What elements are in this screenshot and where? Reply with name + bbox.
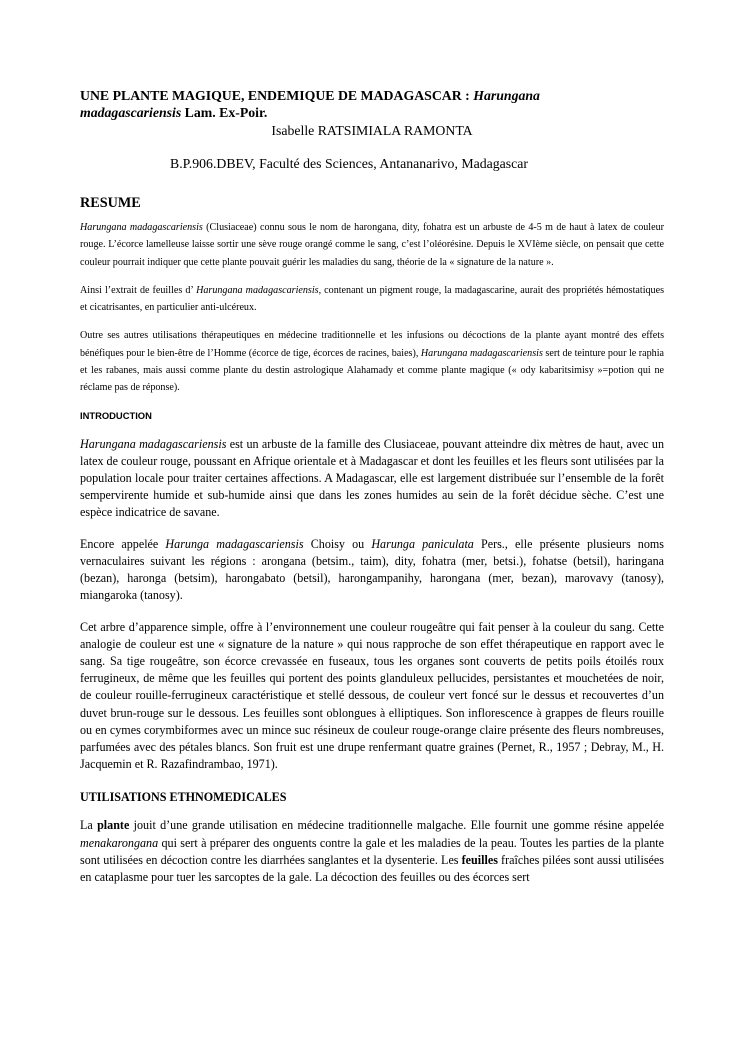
- resume-p3-after: sert de teinture pour le raphia et les rabanes, mais aussi comme plante du destin astrologique Alahamady et comme plante magique (« ody kabaritsimisy »=potion qui ne réclame pas de réponse).: [80, 347, 665, 394]
- title-authority: Lam. Ex-Poir.: [181, 104, 268, 120]
- resume-paragraph-3: [80, 327, 664, 396]
- bold-term-plante: plante: [97, 818, 130, 833]
- introduction-paragraph-2: [80, 536, 664, 605]
- species-name: Harungana madagascariensis: [80, 222, 203, 233]
- introduction-heading: INTRODUCTION: [80, 409, 152, 421]
- resume-p2-after: , contenant un pigment rouge, la madagascarine, aurait des propriétés hémostatiques et cicatrisantes, en particulier anti-ulcéreux.: [80, 284, 664, 314]
- author-affiliation: B.P.906.DBEV, Faculté des Sciences, Antananarivo, Madagascar: [170, 156, 529, 171]
- introduction-paragraph-1: [80, 436, 664, 522]
- util-text-2: jouit d’une grande utilisation en médecine traditionnelle malgache. Elle fournit une gomme résine appelée: [129, 818, 665, 833]
- resume-p1-text: (Clusiaceae) connu sous le nom de harongana, dity, fohatra est un arbuste de 4-5 m de haut à latex de couleur rouge. L’écorce lamelleuse laisse sortir une sève rouge orangé comme le sang, c’est l’oléorésine. Depuis le XVIème siècle, on pensait que cette couleur pourrait indiquer que cette plante pouvait guérir les maladies du sang, théorie de la « signature de la nature ».: [80, 222, 664, 268]
- resume-p2-before: Ainsi l’extrait de feuilles d’: [80, 284, 197, 296]
- introduction-paragraph-3: Cet arbre d’apparence simple, offre à l’environnement une couleur rougeâtre qui fait penser à la couleur du sang. Cette analogie de couleur est une « signature de la nature » qui nous rapproche de son effet thérapeutique en rapport avec le sang. Sa tige rougeâtre, son écorce crevassée en fuseaux, tous les organes sont couverts de petits poils étoilés roux ferrugineux, de même que les feuilles qui portent des points glanduleux pellucides, persistantes et mouchetées de noir, de couleur rouille-ferrugineux caractéristique et stellé dessous, de couleur vert foncé sur le dessus et recouvertes d’un duvet brun-rouge sur le dessous. Les feuilles sont oblongues à elliptiques. Son inflorescence à grappes de fleurs rouille ou en cymes corymbiformes avec un mince suc résineux de couleur rouge-orange claire présente des fleurs nombreuses, parfumées avec des pétales blancs. Son fruit est une drupe renfermant quatre graines (Pernet, R., 1957 ; Debray, M., H. Jacquemin et R. Razafindrambao, 1971).: [80, 619, 664, 772]
- species-name: Harungana madagascariensis: [196, 284, 319, 296]
- intro-p2-middle: Choisy ou: [303, 536, 372, 551]
- species-name: Harungana madagascariensis: [420, 347, 543, 359]
- document-content: [80, 88, 664, 886]
- author-name: Isabelle RATSIMIALA RAMONTA: [271, 123, 473, 138]
- italic-term-menakarongana: menakarongana: [80, 835, 159, 850]
- intro-p2-after: Pers., elle présente plusieurs noms vernaculaires suivant les régions : arongana (betsim., taim), dity, fohatra (mer, betsi.), fohatse (betsil), haringana (bezan), haronga (betsim), harongabato (betsil), harongampanihy, harongana (mer, bezan), marovavy (tanosy), miangaroka (tanosy).: [80, 536, 664, 603]
- utilisations-paragraph-1: [80, 817, 664, 886]
- util-text-3: qui sert à préparer des onguents contre la gale et les maladies de la peau. Toutes les parties de la plante sont utilisées en décoction contre les diarrhées sanglantes et la dysenterie. Les: [80, 835, 664, 867]
- util-text-4: fraîches pilées sont aussi utilisées en cataplasme pour tuer les sarcoptes de la gale. La décoction des feuilles ou des écorces sert: [80, 852, 664, 884]
- resume-paragraph-2: [80, 282, 664, 317]
- resume-p3-before: Outre ses autres utilisations thérapeutiques en médecine traditionnelle et les infusions ou décoctions de la plante ayant montré des effets bénéfiques pour le bien-être de l’Homme (écorce de tige, écorces de racines, baies),: [80, 330, 664, 359]
- resume-heading: RESUME: [80, 195, 141, 211]
- utilisations-heading: UTILISATIONS ETHNOMEDICALES: [80, 790, 287, 805]
- title-italic-genus: Harungana: [473, 88, 540, 103]
- intro-p1-text: est un arbuste de la famille des Clusiaceae, pouvant atteindre dix mètres de haut, avec un latex de couleur rouge, poussant en Afrique orientale et à Madagascar et dont les feuilles et les fleurs sont utilisées par la population locale pour traiter certaines affections. A Madagascar, elle est largement distribuée sur l’ensemble de la forêt sempervirente humide et sub-humide ainsi que dans les zones humides au sein de la forêt décidue sèche. C’est une espèce indicatrice de savane.: [80, 436, 665, 520]
- bold-term-feuilles: feuilles: [461, 852, 498, 867]
- intro-p2-before: Encore appelée: [80, 536, 166, 551]
- synonym-name-1: Harunga madagascariensis: [165, 536, 304, 551]
- title-italic-species: madagascariensis: [80, 104, 182, 120]
- title-plain: UNE PLANTE MAGIQUE, ENDEMIQUE DE MADAGASCAR :: [80, 88, 474, 103]
- species-name: Harungana madagascariensis: [80, 436, 227, 451]
- resume-paragraph-1: [80, 219, 664, 271]
- util-text-1: La: [80, 818, 98, 833]
- article-title: [80, 88, 664, 121]
- synonym-name-2: Harunga paniculata: [371, 536, 474, 551]
